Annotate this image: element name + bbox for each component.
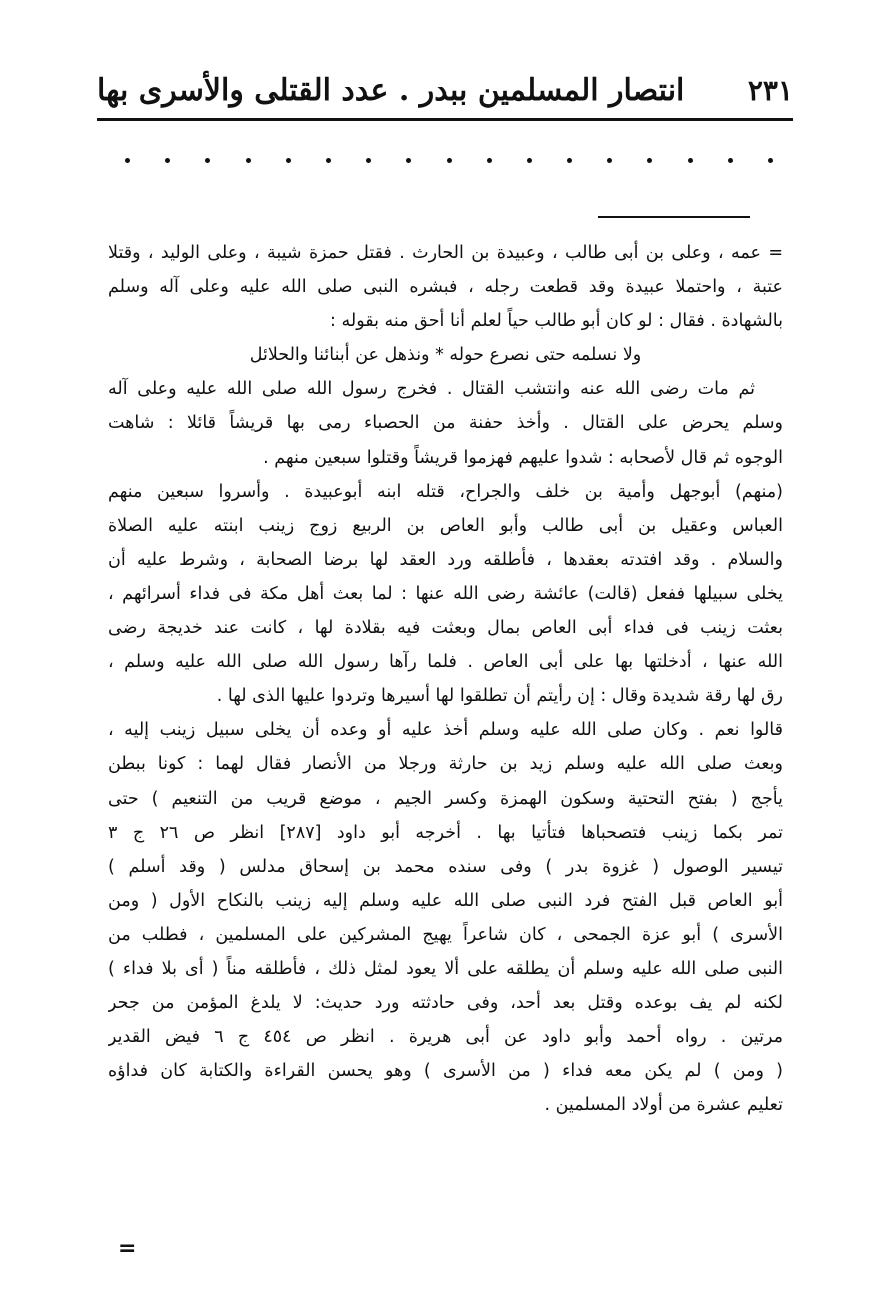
text-line: رق لها رقة شديدة وقال : إن رأيتم أن تطلقوا لها أسيرها وتردوا عليها الذى لها . [216, 686, 783, 707]
text-line: (منهم) أبوجهل وأمية بن خلف والجراح، قتله ابنه أبوعبيدة . وأسروا سبعين منهم [108, 481, 783, 502]
text-line: يخلى سبيلها ففعل (قالت) عائشة رضى الله عنها : لما بعث أهل مكة فى فداء أسرائهم ، [108, 583, 783, 604]
text-line: الأسرى ) أبو عزة الجمحى ، كان شاعراً يهيج المشركين على المسلمين ، فطلب من [108, 924, 783, 945]
page-number: ٢٣١ [747, 73, 793, 107]
separator-dot [366, 158, 371, 163]
separator-dot [647, 158, 652, 163]
text-line: بالشهادة . فقال : لو كان أبو طالب حياً لعلم أنا أحق منه بقوله : [330, 311, 783, 332]
text-line: أبو العاص قبل الفتح فرد النبى صلى الله عليه وسلم إليه زينب بالنكاح الأول ( ومن [108, 890, 783, 911]
text-line: لكنه لم يف بوعده وقتل بعد أحد، وفى حادثته ورد حديث: لا يلدغ المؤمن من جحر [108, 993, 783, 1014]
separator-dot [487, 158, 492, 163]
text-line: تيسير الوصول ( غزوة بدر ) وفى سنده محمد بن إسحاق مدلس ( وقد أسلم ) [108, 856, 783, 877]
separator-dot [246, 158, 251, 163]
chapter-title: انتصار المسلمين ببدر . عدد القتلى والأسرى بها [97, 72, 685, 108]
separator-dot [728, 158, 733, 163]
text-line: ثم مات رضى الله عنه وانتشب القتال . فخرج رسول الله صلى الله عليه وعلى آله [108, 379, 755, 400]
footnote-text [108, 236, 783, 1122]
separator-dot [527, 158, 532, 163]
separator-dot [688, 158, 693, 163]
poem-verse: ولا نسلمه حتى نصرع حوله * ونذهل عن أبنائنا والحلائل [249, 345, 642, 366]
text-line: مرتين . رواه أحمد وأبو داود عن أبى هريرة . انظر ص ٤٥٤ ج ٦ فيض القدير [108, 1027, 783, 1048]
text-line: ( ومن ) لم يكن معه فداء ( من الأسرى ) وهو يحسن القراءة والكتابة كان فداؤه [108, 1061, 783, 1082]
text-line: وسلم يحرض على القتال . وأخذ حفنة من الحصباء رمى بها قريشاً قائلا : شاهت [108, 413, 783, 434]
text-line: تعليم عشرة من أولاد المسلمين . [544, 1095, 783, 1116]
separator-dot [286, 158, 291, 163]
text-line: قالوا نعم . وكان صلى الله عليه وسلم أخذ عليه أو وعده أن يخلى سبيل زينب إليه ، [108, 720, 783, 741]
text-line: تمر بكما زينب فتصحباها فتأتيا بها . أخرجه أبو داود [٢٨٧] انظر ص ٢٦ ج ٣ [108, 822, 783, 843]
separator-dot [406, 158, 411, 163]
separator-dot [567, 158, 572, 163]
text-line: الله عنها ، أدخلتها بها على أبى العاص . فلما رآها رسول الله صلى الله عليه وسلم ، [108, 652, 783, 673]
continuation-mark: = [118, 1236, 137, 1261]
separator-dots [125, 158, 773, 163]
text-line: والسلام . وقد افتدته بعقدها ، فأطلقه ورد العقد لها برضا الصحابة ، وشرط عليه أن [108, 549, 783, 570]
text-line: يأجج ( بفتح التحتية وسكون الهمزة وكسر الجيم ، موضع قريب من التنعيم ) حتى [108, 788, 783, 809]
text-line: = عمه ، وعلى بن أبى طالب ، وعبيدة بن الحارث . فقتل حمزة شيبة ، وعلى الوليد ، وقتلا [108, 243, 783, 263]
text-line: العباس وعقيل بن أبى طالب وأبو العاص بن الربيع زوج زينب ابنته عليه الصلاة [108, 515, 783, 536]
separator-dot [768, 158, 773, 163]
separator-dot [607, 158, 612, 163]
page-header [97, 66, 793, 114]
separator-dot [165, 158, 170, 163]
text-line: بعثت زينب فى فداء أبى العاص بمال وبعثت فيه بقلادة لها ، كانت عند خديجة رضى [108, 618, 783, 639]
separator-dot [205, 158, 210, 163]
footnote-rule [598, 216, 750, 218]
text-line: النبى صلى الله عليه وسلم أن يطلقه على ألا يعود لمثل ذلك ، فأطلقه مناً ( أى بلا فداء ) [108, 958, 783, 979]
header-rule [97, 118, 793, 121]
separator-dot [447, 158, 452, 163]
text-line: وبعث صلى الله عليه وسلم زيد بن حارثة ورجلا من الأنصار فقال لهما : كونا ببطن [108, 754, 783, 775]
text-line: عتبة ، واحتملا عبيدة وقد قطعت رجله ، فبشره النبى صلى الله عليه وعلى آله وسلم [108, 277, 783, 298]
separator-dot [326, 158, 331, 163]
separator-dot [125, 158, 130, 163]
text-line: الوجوه ثم قال لأصحابه : شدوا عليهم فهزموا قريشاً وقتلوا سبعين منهم . [263, 447, 783, 468]
